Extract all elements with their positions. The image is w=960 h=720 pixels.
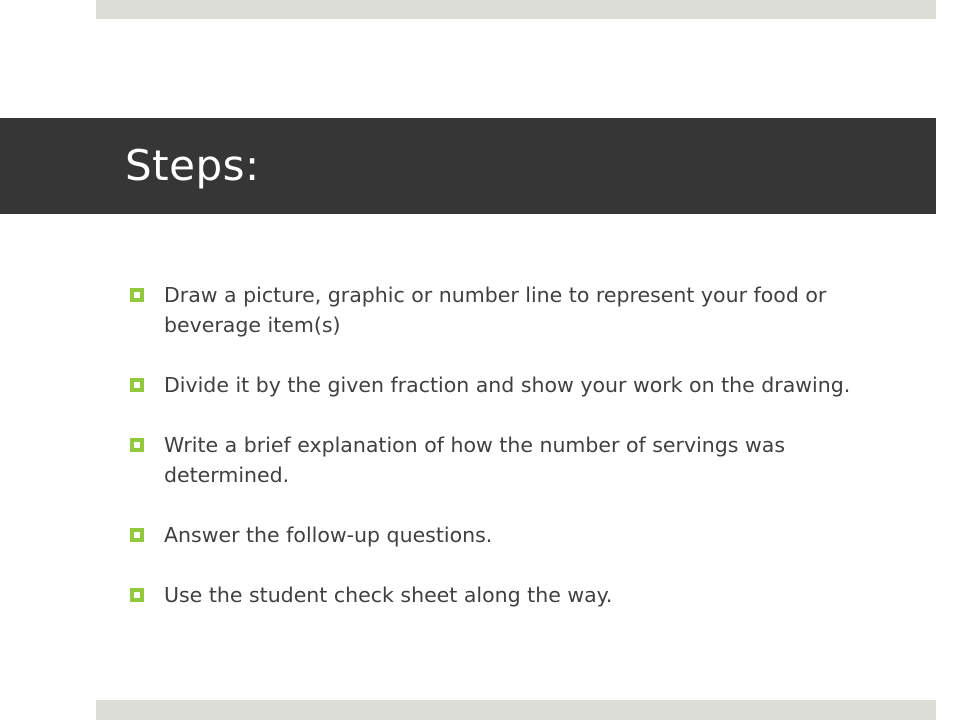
bullet-text: Write a brief explanation of how the number of servings was determined. [164,433,786,487]
top-decorative-band [96,0,936,19]
square-bullet-icon [130,288,144,302]
bullet-item [130,280,910,340]
bullet-item [130,430,910,490]
bullet-text: Answer the follow-up questions. [164,523,493,547]
bullet-item [130,520,910,550]
slide-title: Steps: [125,141,260,190]
square-bullet-icon [130,438,144,452]
bullet-list [130,280,910,640]
square-bullet-icon [130,588,144,602]
bullet-text: Draw a picture, graphic or number line to represent your food or beverage item(s) [164,283,827,337]
bottom-decorative-band [96,700,936,720]
bullet-item [130,580,910,610]
square-bullet-icon [130,378,144,392]
square-bullet-icon [130,528,144,542]
bullet-text: Divide it by the given fraction and show your work on the drawing. [164,373,851,397]
bullet-text: Use the student check sheet along the way. [164,583,613,607]
bullet-item [130,370,910,400]
